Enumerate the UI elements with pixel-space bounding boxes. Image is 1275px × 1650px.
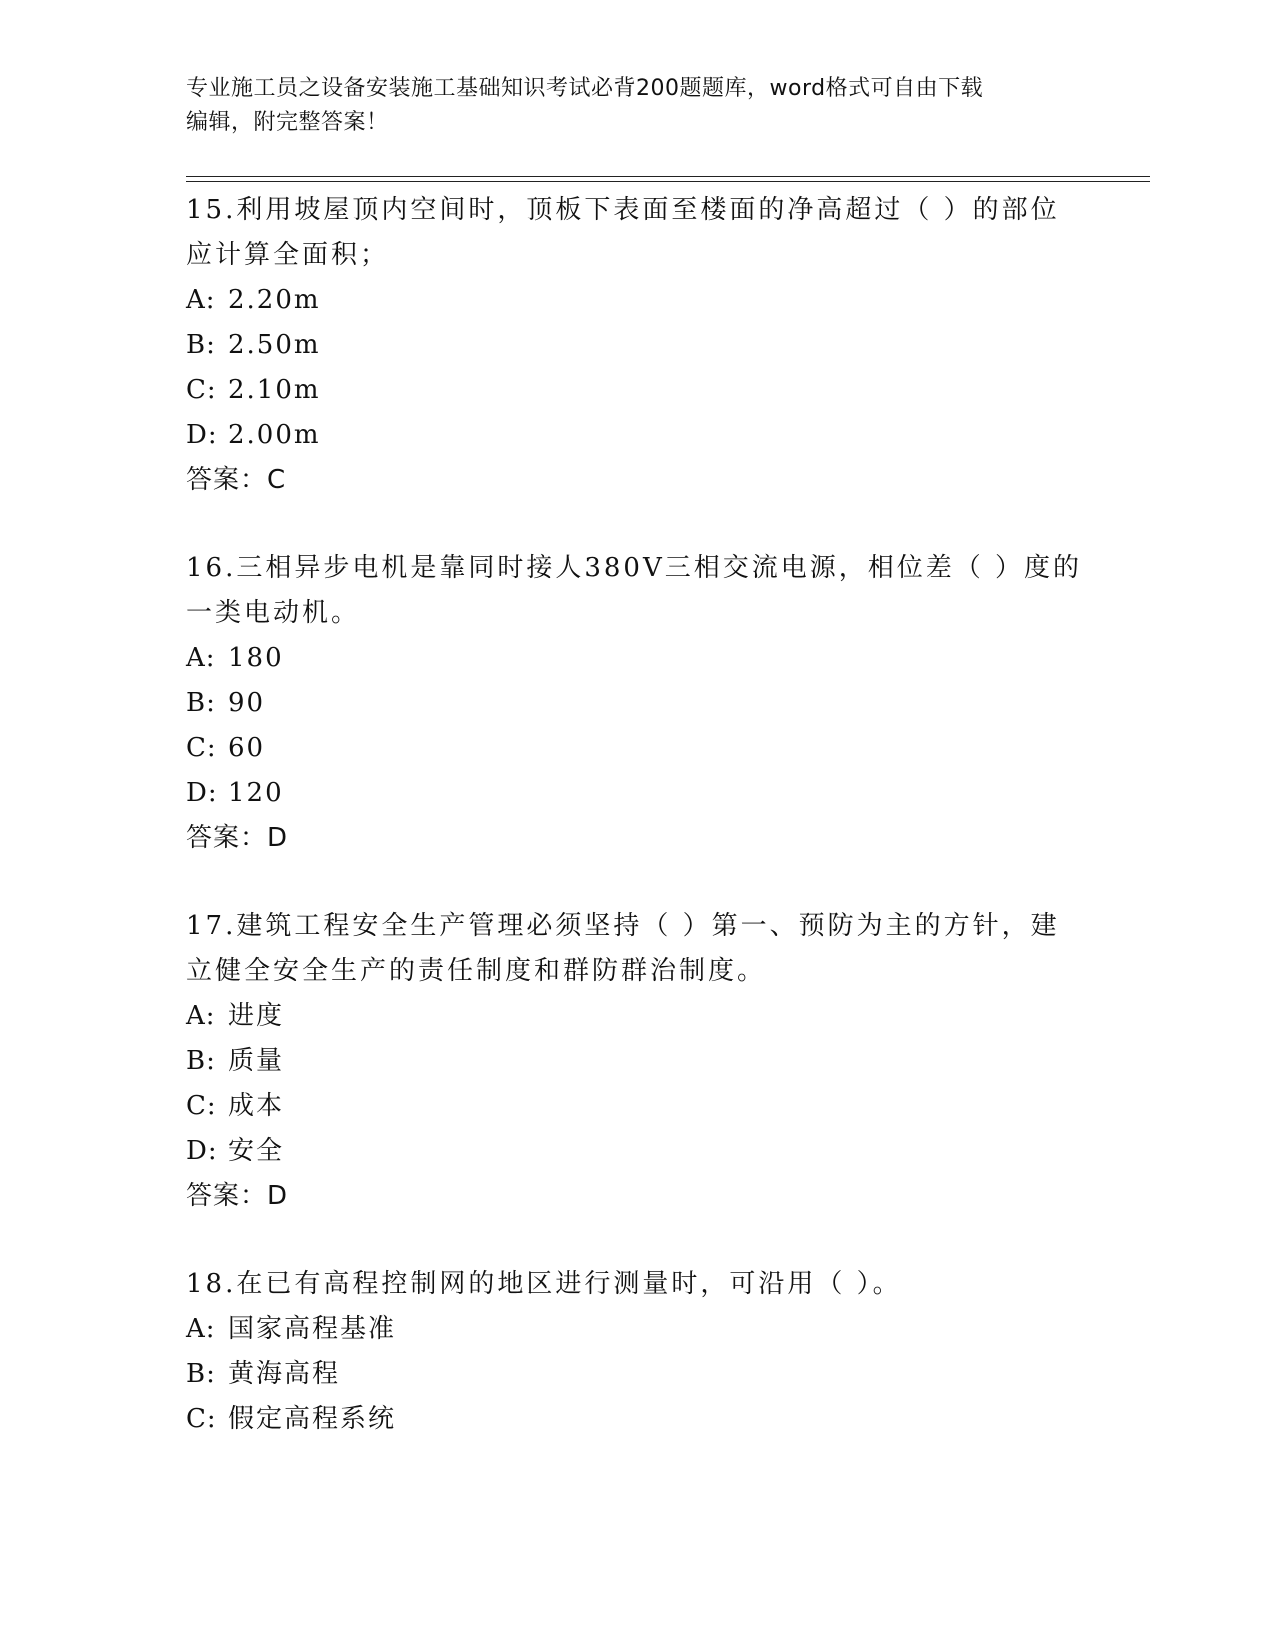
- question-stem-line: 应计算全面积；: [186, 240, 390, 270]
- question-stem-line: 立健全安全生产的责任制度和群防群治制度。: [186, 956, 767, 986]
- option-text: 假定高程系统: [228, 1404, 397, 1434]
- option-letter: A:: [186, 285, 216, 315]
- option-letter: B:: [186, 330, 216, 360]
- option-text: 180: [228, 643, 284, 673]
- option-b: [186, 323, 1086, 368]
- option-c: [186, 368, 1086, 413]
- option-letter: D:: [186, 1136, 218, 1166]
- option-letter: D:: [186, 420, 218, 450]
- option-letter: A:: [186, 1314, 216, 1344]
- option-c: [186, 1397, 1086, 1442]
- option-letter: C:: [186, 1091, 217, 1121]
- option-b: [186, 1039, 1086, 1084]
- option-letter: C:: [186, 1404, 217, 1434]
- option-d: [186, 771, 1086, 816]
- question-stem-line: 一类电动机。: [186, 598, 361, 628]
- question-stem-line: 15.利用坡屋顶内空间时，顶板下表面至楼面的净高超过（ ）的部位: [186, 195, 1060, 225]
- option-d: [186, 413, 1086, 458]
- question-stem-line: 16.三相异步电机是靠同时接人380V三相交流电源，相位差（ ）度的: [186, 553, 1083, 583]
- header-line-1: 专业施工员之设备安装施工基础知识考试必背200题题库，word格式可自由下载: [186, 76, 984, 101]
- question-15: [186, 188, 1086, 502]
- question-gap: [186, 860, 1086, 904]
- option-text: 黄海高程: [228, 1359, 341, 1389]
- header-divider-bottom: [186, 181, 1150, 182]
- answer-label: 答案：: [186, 465, 268, 495]
- option-text: 2.50m: [228, 330, 321, 360]
- option-text: 2.00m: [228, 420, 321, 450]
- answer-line: [186, 816, 1086, 860]
- option-text: 进度: [228, 1001, 285, 1031]
- question-gap: [186, 502, 1086, 546]
- question-gap: [186, 1218, 1086, 1262]
- option-text: 2.10m: [228, 375, 321, 405]
- question-stem-line: 18.在已有高程控制网的地区进行测量时，可沿用（ ）。: [186, 1269, 902, 1299]
- option-a: [186, 1307, 1086, 1352]
- option-text: 质量: [228, 1046, 285, 1076]
- option-a: [186, 994, 1086, 1039]
- option-letter: A:: [186, 643, 216, 673]
- option-letter: C:: [186, 375, 217, 405]
- option-text: 成本: [228, 1091, 285, 1121]
- header-line-2: 编辑，附完整答案！: [186, 110, 389, 135]
- option-letter: B:: [186, 1359, 216, 1389]
- option-text: 90: [228, 688, 266, 718]
- answer-value: C: [267, 465, 287, 495]
- option-b: [186, 1352, 1086, 1397]
- option-text: 2.20m: [228, 285, 321, 315]
- option-c: [186, 1084, 1086, 1129]
- question-list: [186, 188, 1086, 1442]
- option-text: 国家高程基准: [228, 1314, 397, 1344]
- answer-label: 答案：: [186, 1181, 268, 1211]
- answer-value: D: [267, 823, 289, 853]
- answer-line: [186, 1174, 1086, 1218]
- option-letter: A:: [186, 1001, 216, 1031]
- option-b: [186, 681, 1086, 726]
- answer-value: D: [267, 1181, 289, 1211]
- option-letter: B:: [186, 1046, 216, 1076]
- option-text: 60: [228, 733, 266, 763]
- option-letter: D:: [186, 778, 218, 808]
- question-18: [186, 1262, 1086, 1442]
- option-text: 120: [228, 778, 284, 808]
- question-16: [186, 546, 1086, 860]
- option-letter: B:: [186, 688, 216, 718]
- option-d: [186, 1129, 1086, 1174]
- option-letter: C:: [186, 733, 217, 763]
- option-c: [186, 726, 1086, 771]
- option-a: [186, 636, 1086, 681]
- document-header: [186, 72, 1086, 140]
- question-stem-line: 17.建筑工程安全生产管理必须坚持（ ）第一、预防为主的方针，建: [186, 911, 1060, 941]
- answer-line: [186, 458, 1086, 502]
- option-text: 安全: [228, 1136, 285, 1166]
- answer-label: 答案：: [186, 823, 268, 853]
- header-divider-top: [186, 176, 1150, 177]
- option-a: [186, 278, 1086, 323]
- question-17: [186, 904, 1086, 1218]
